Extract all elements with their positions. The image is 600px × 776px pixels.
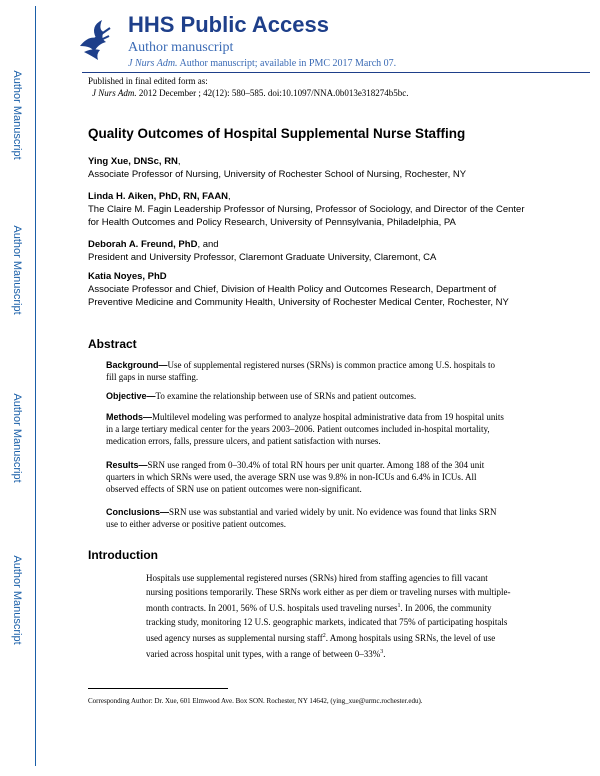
author-block: Ying Xue, DNSc, RN, Associate Professor of Nursing, University of Rochester School of Nursing, Rochester, NY bbox=[88, 155, 528, 181]
author-name: Linda H. Aiken, PhD, RN, FAAN bbox=[88, 191, 229, 202]
margin-rule bbox=[35, 6, 36, 766]
abstract-conclusions: Conclusions—SRN use was substantial and varied widely by unit. No evidence was found that links SRN use to either adverse or positive patient outcomes. bbox=[106, 507, 497, 529]
header-citation: J Nurs Adm. Author manuscript; available in PMC 2017 March 07. bbox=[128, 58, 397, 69]
author-block: Deborah A. Freund, PhD, and President and University Professor, Claremont Graduate University, Claremont, CA bbox=[88, 238, 528, 264]
side-label-author-manuscript: Author Manuscript bbox=[11, 225, 23, 315]
abstract-methods: Methods—Multilevel modeling was performed to analyze hospital administrative data from 19 hospital units in a large tertiary medical center for the years 2003–2006. Patient outcomes included in-hospital mortality, medication errors, falls, pressure ulcers, and patient satisfaction with nurses. bbox=[106, 412, 504, 446]
author-affiliation: President and University Professor, Claremont Graduate University, Claremont, CA bbox=[88, 252, 437, 263]
abstract-objective: Objective—To examine the relationship between use of SRNs and patient outcomes. bbox=[106, 391, 417, 401]
header-title: HHS Public Access bbox=[128, 12, 329, 37]
side-label-author-manuscript: Author Manuscript bbox=[11, 393, 23, 483]
corresponding-author-footnote: Corresponding Author: Dr. Xue, 601 Elmwood Ave. Box SON. Rochester, NY 14642, (ying_xue@urmc.rochester.edu). bbox=[88, 697, 423, 705]
abstract-heading: Abstract bbox=[88, 337, 137, 351]
author-affiliation: Associate Professor of Nursing, University of Rochester School of Nursing, Rochester, NY bbox=[88, 169, 467, 180]
hhs-eagle-logo-icon bbox=[76, 16, 114, 62]
author-name: Katia Noyes, PhD bbox=[88, 271, 167, 282]
citation-ref[interactable]: 3 bbox=[380, 649, 384, 655]
abstract-background: Background—Use of supplemental registered nurses (SRNs) is common practice among U.S. hospitals to fill gaps in nurse staffing. bbox=[106, 360, 495, 382]
author-name: Deborah A. Freund, PhD bbox=[88, 239, 198, 250]
author-name: Ying Xue, DNSc, RN bbox=[88, 156, 178, 167]
author-block: Linda H. Aiken, PhD, RN, FAAN, The Claire M. Fagin Leadership Professor of Nursing, Professor of Sociology, and Director of the Center for Health Outcomes and Policy Research, University of Pennsylvania, Philadelphia, PA bbox=[88, 190, 528, 229]
footnote-divider bbox=[88, 688, 228, 689]
header-divider bbox=[82, 72, 590, 73]
published-citation: J Nurs Adm. 2012 December ; 42(12): 580–585. doi:10.1097/NNA.0b013e318274b5bc. bbox=[92, 88, 409, 98]
author-affiliation: Associate Professor and Chief, Division of Health Policy and Outcomes Research, Department of Preventive Medicine and Community Health, University of Rochester Medical Center, Rochester, NY bbox=[88, 284, 509, 308]
introduction-heading: Introduction bbox=[88, 548, 158, 562]
abstract-results: Results—SRN use ranged from 0–30.4% of total RN hours per unit quarter. Among 188 of the 304 unit quarters in which SRNs were used, the average SRN use was 9.8% in non-ICUs and 6.4% in ICUs. All observed effects of SRN use on patient outcomes were non-significant. bbox=[106, 460, 485, 494]
side-label-author-manuscript: Author Manuscript bbox=[11, 555, 23, 645]
introduction-paragraph: Hospitals use supplemental registered nurses (SRNs) hired from staffing agencies to fill vacant nursing positions temporarily. These SRNs work either as per diem or traveling nurses with multiple-month contracts. In 2001, 56% of U.S. hospitals used traveling nurses$^1$. In 2006, the community tracking study, monitoring 12 U.S. geographic markets, indicated that 75% of participating hospitals used agency nurses as supplemental nursing staff$^2$. Among hospitals using SRNs, the level of use varied across hospital unit types, with a range of between 0–33%$^3$. bbox=[146, 573, 511, 659]
author-affiliation: The Claire M. Fagin Leadership Professor of Nursing, Professor of Sociology, and Director of the Center for Health Outcomes and Policy Research, University of Pennsylvania, Philadelphia, PA bbox=[88, 204, 525, 228]
side-label-author-manuscript: Author Manuscript bbox=[11, 70, 23, 160]
author-block bbox=[88, 270, 528, 309]
citation-ref[interactable]: 1 bbox=[397, 603, 401, 609]
citation-ref[interactable]: 2 bbox=[322, 633, 326, 639]
article-title: Quality Outcomes of Hospital Supplemental Nurse Staffing bbox=[88, 126, 466, 141]
published-label: Published in final edited form as: bbox=[88, 76, 208, 86]
header-subtitle: Author manuscript bbox=[128, 40, 234, 55]
